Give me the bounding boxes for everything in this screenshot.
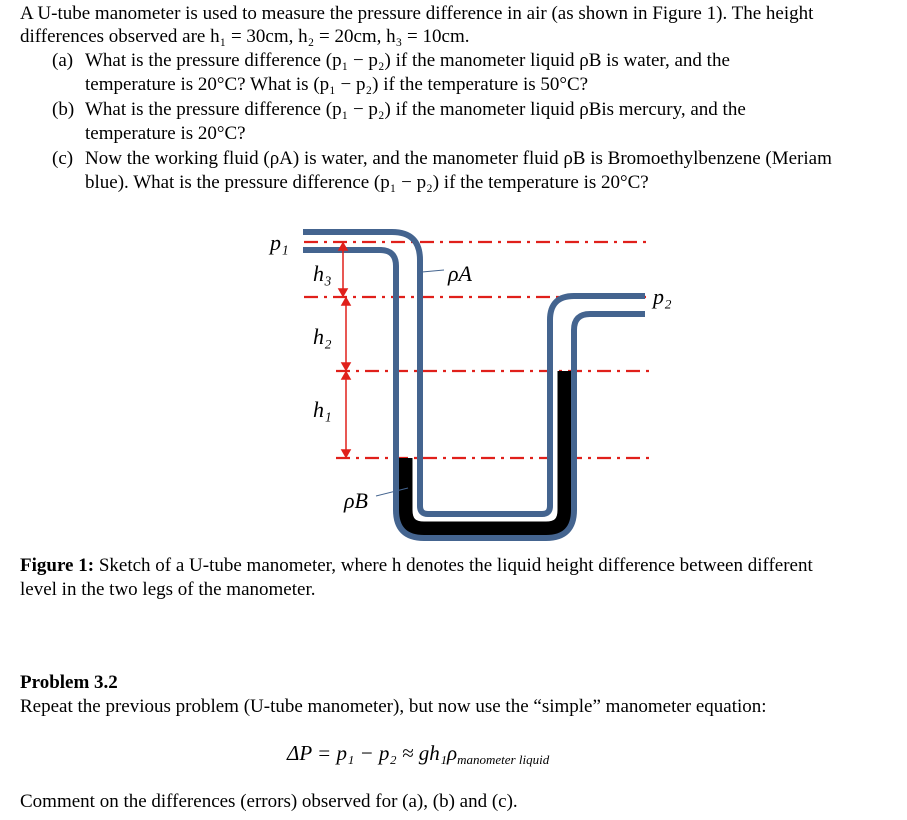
label-rho-a: ρA bbox=[448, 261, 472, 286]
question-text-line: Now the working fluid (ρA) is water, and the manometer fluid ρB is Bromoethylbenzene (Meriam bbox=[85, 148, 832, 169]
equation-main: ΔP = p₁ − p₂ ≈ gh₁ρ bbox=[287, 741, 458, 765]
label-p2: p₂ bbox=[653, 284, 672, 309]
height-arrows bbox=[339, 243, 350, 457]
equation-subscript: manometer liquid bbox=[457, 752, 550, 767]
level-lines bbox=[304, 242, 650, 458]
caption-text-line-2: level in the two legs of the manometer. bbox=[20, 579, 316, 600]
caption-label: Figure 1: bbox=[20, 555, 95, 576]
caption-text: Sketch of a U-tube manometer, where h denotes the liquid height difference between different bbox=[94, 555, 813, 576]
label-h3: h₃ bbox=[313, 261, 332, 286]
rho-a-leader bbox=[422, 270, 444, 272]
question-text-line: What is the pressure difference (p₁ − p₂) if the manometer liquid ρB is water, and the bbox=[85, 50, 730, 71]
intro-line-2: differences observed are h₁ = 30cm, h₂ = 20cm, h₃ = 10cm. bbox=[20, 26, 470, 47]
question-text-line: temperature is 20°C? bbox=[85, 123, 246, 144]
u-tube-inner-wall bbox=[303, 232, 645, 514]
question-label: (c) bbox=[52, 148, 74, 169]
problem-comment: Comment on the differences (errors) observed for (a), (b) and (c). bbox=[20, 791, 518, 812]
problem-title: Problem 3.2 bbox=[20, 672, 118, 693]
intro-line-1: A U-tube manometer is used to measure the pressure difference in air (as shown in Figure 1). The height bbox=[20, 3, 814, 24]
label-h1: h₁ bbox=[313, 397, 332, 422]
question-text-line: What is the pressure difference (p₁ − p₂) if the manometer liquid ρBis mercury, and the bbox=[85, 99, 746, 120]
label-rho-b: ρB bbox=[344, 488, 368, 513]
manometer-liquid bbox=[404, 371, 566, 530]
question-label: (a) bbox=[52, 50, 74, 71]
label-p1: p₁ bbox=[270, 230, 289, 255]
problem-text: Repeat the previous problem (U-tube manometer), but now use the “simple” manometer equation: bbox=[20, 696, 767, 717]
label-h2: h₂ bbox=[313, 324, 332, 349]
question-label: (b) bbox=[52, 99, 75, 120]
question-text-line: blue). What is the pressure difference (p₁ − p₂) if the temperature is 20°C? bbox=[85, 172, 649, 193]
figure-caption bbox=[20, 554, 890, 602]
manometer-equation bbox=[287, 741, 549, 768]
question-text-line: temperature is 20°C? What is (p₁ − p₂) if the temperature is 50°C? bbox=[85, 74, 589, 95]
